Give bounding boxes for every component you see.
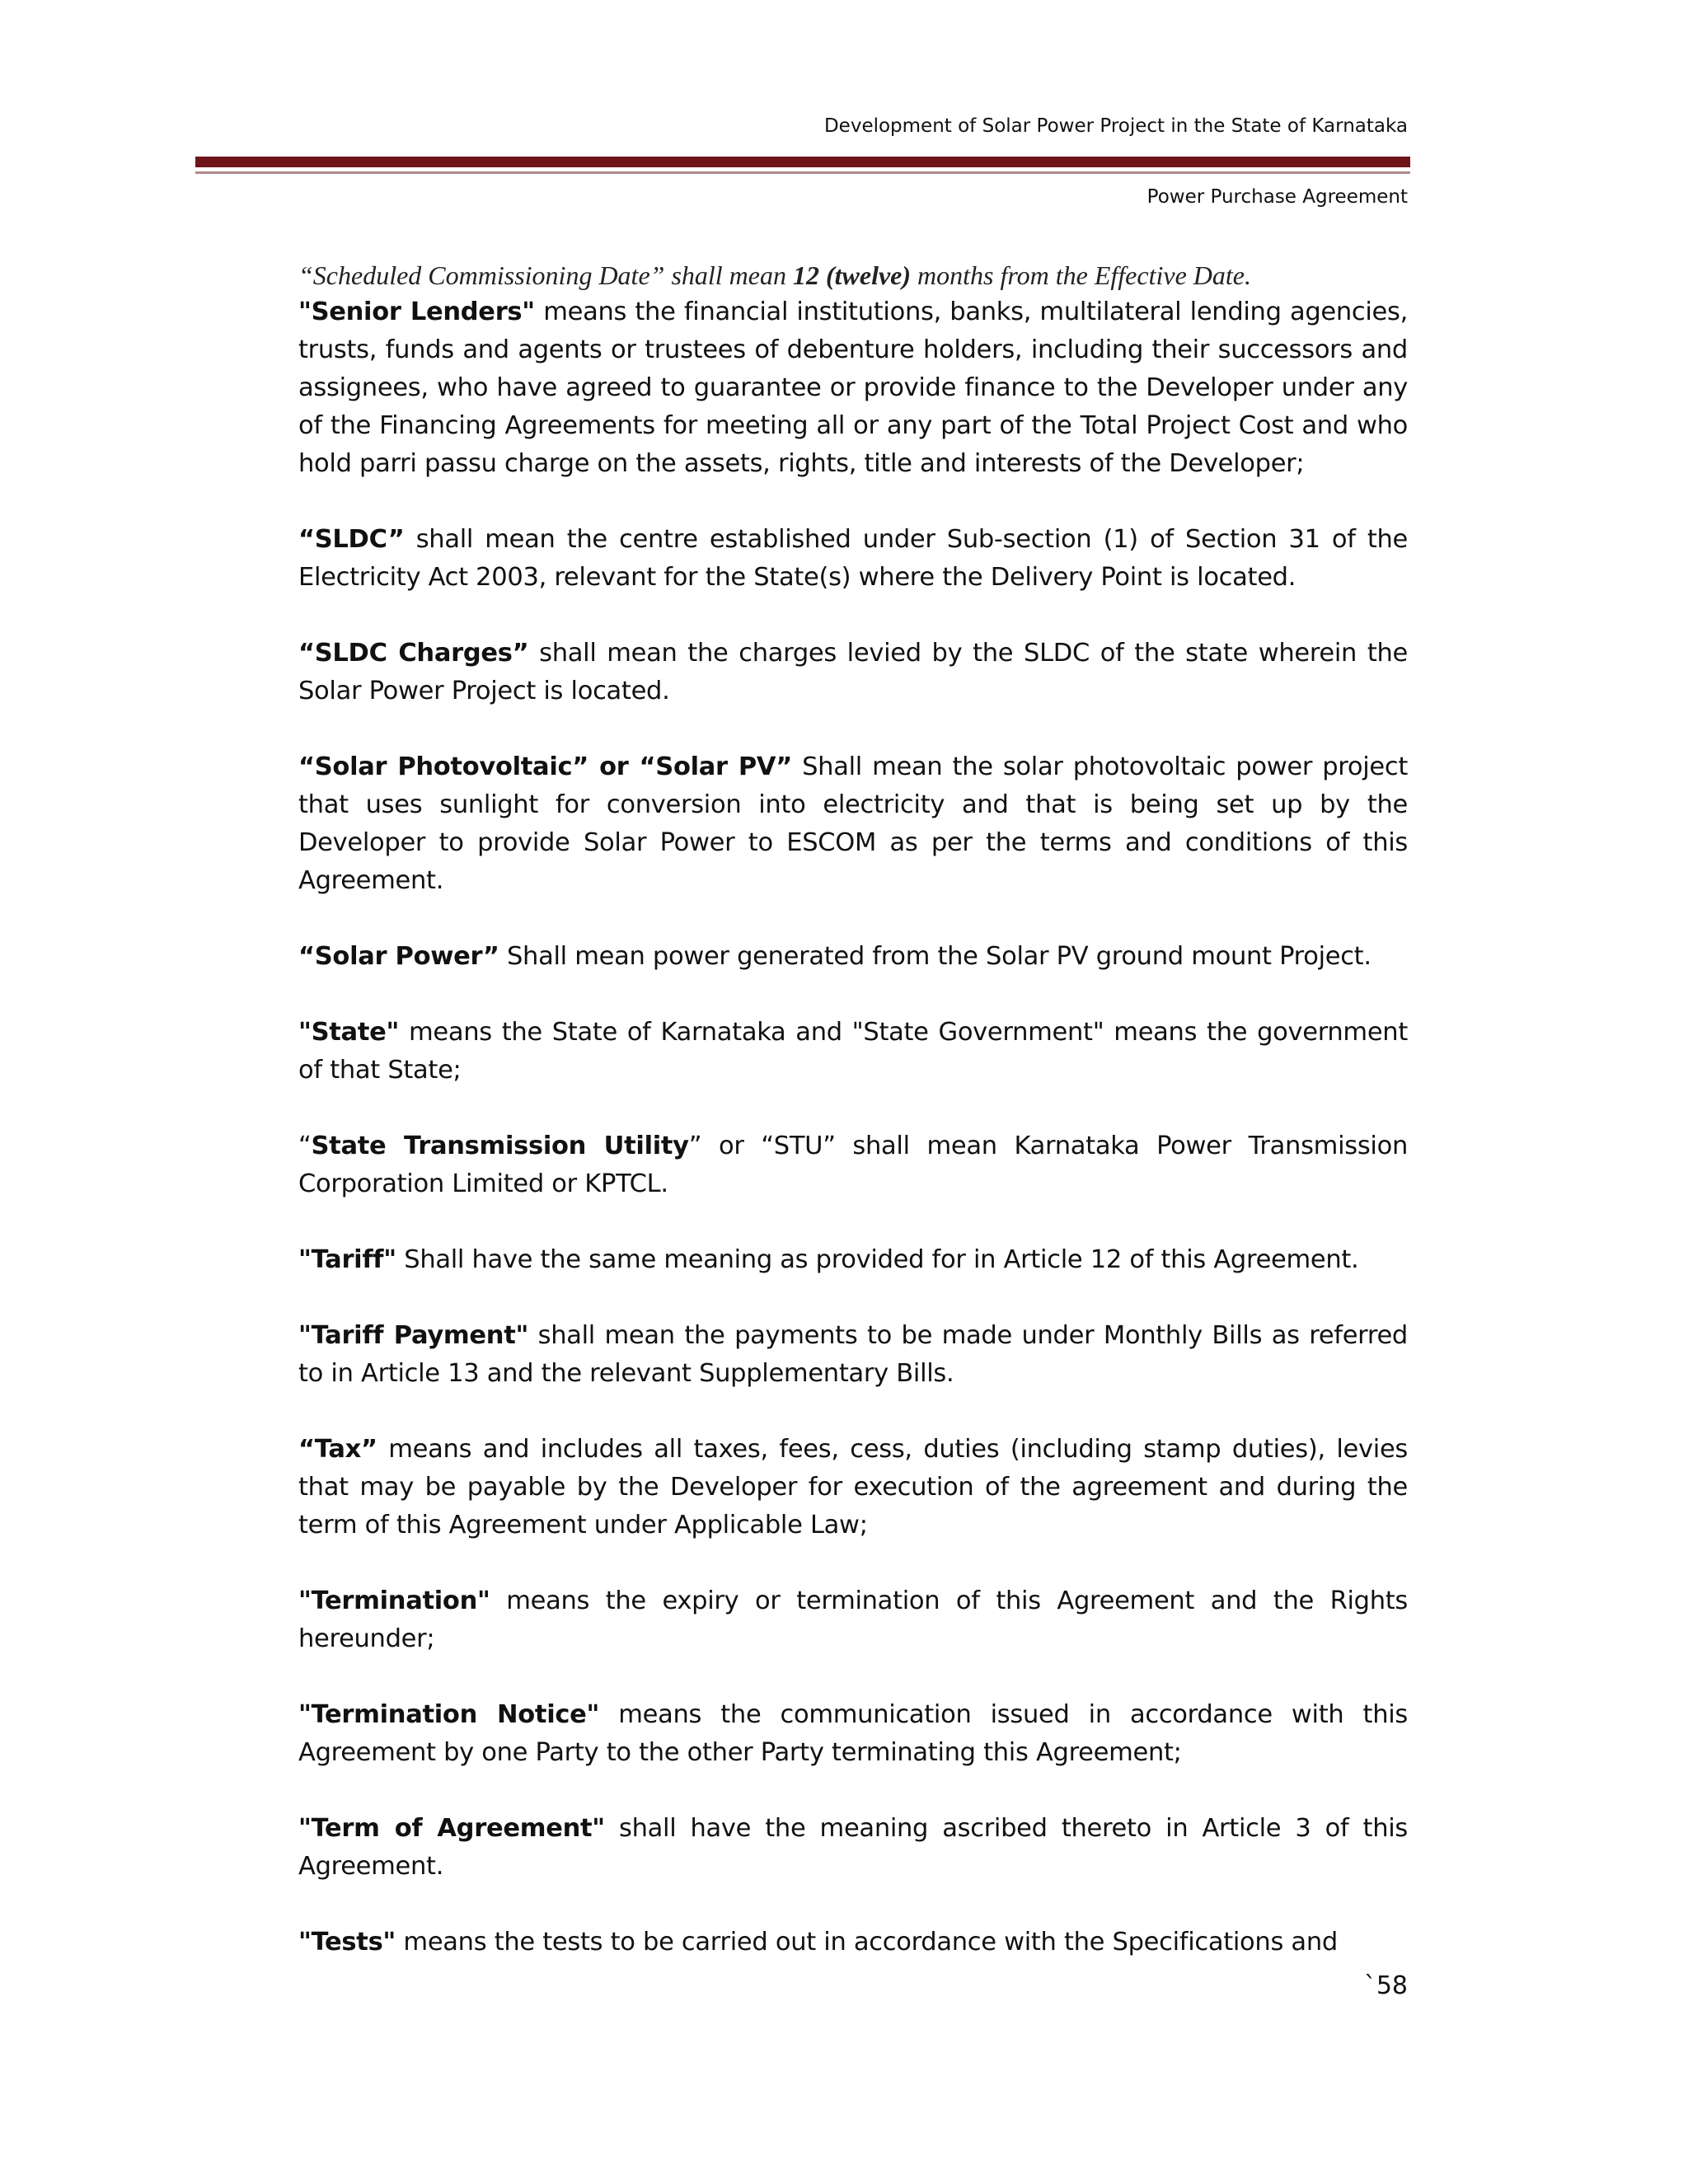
- definition-term: “SLDC”: [298, 525, 405, 554]
- definition-state: [298, 1014, 1408, 1090]
- header-rule-thin: [195, 171, 1410, 174]
- definition-termination: [298, 1582, 1408, 1658]
- definition-term: "Tests": [298, 1928, 396, 1957]
- definition-sldc-charges: [298, 635, 1408, 710]
- document-body: [298, 257, 1408, 1999]
- definition-tax: [298, 1431, 1408, 1544]
- header-rule-thick: [195, 157, 1410, 167]
- scheduled-commissioning-definition: [298, 257, 1408, 293]
- definition-term: "State": [298, 1018, 400, 1047]
- definition-term: "Termination Notice": [298, 1700, 600, 1729]
- definition-senior-lenders: [298, 293, 1408, 483]
- definition-text: shall have the meaning ascribed thereto in Article 3 of this Agreement.: [298, 1814, 1408, 1881]
- definition-text: means the State of Karnataka and "State Government" means the government of that State;: [298, 1018, 1408, 1085]
- definition-text: Shall mean power generated from the Solar PV ground mount Project.: [499, 942, 1372, 971]
- definition-stu: [298, 1127, 1408, 1203]
- definition-text: means and includes all taxes, fees, cess, duties (including stamp duties), levies that may be payable by the Developer for execution of the agreement and during the term of this Agreement under Applicable Law;: [298, 1435, 1408, 1540]
- document-header-title: Development of Solar Power Project in the State of Karnataka: [823, 115, 1408, 137]
- definition-text: shall mean the centre established under Sub-section (1) of Section 31 of the Electricity Act 2003, relevant for the State(s) where the Delivery Point is located.: [298, 525, 1408, 592]
- definition-solar-pv: [298, 748, 1408, 900]
- definition-text: months from the Effective Date.: [911, 260, 1251, 290]
- definition-term: "Senior Lenders": [298, 298, 535, 326]
- definition-term-of-agreement: [298, 1810, 1408, 1886]
- definition-term: "Termination": [298, 1586, 490, 1615]
- definition-text: means the expiry or termination of this Agreement and the Rights hereunder;: [298, 1586, 1408, 1653]
- definition-text: Shall mean the solar photovoltaic power project that uses sunlight for conversion into electricity and that is being set up by the Developer to provide Solar Power to ESCOM as per the terms and conditions of this Agreement.: [298, 752, 1408, 895]
- definition-text: means the communication issued in accordance with this Agreement by one Party to the other Party terminating this Agreement;: [298, 1700, 1408, 1767]
- definition-prefix: “: [298, 1132, 312, 1160]
- definition-text: Shall have the same meaning as provided for in Article 12 of this Agreement.: [396, 1245, 1359, 1274]
- document-header-subtitle: Power Purchase Agreement: [1146, 186, 1408, 208]
- definition-sldc: [298, 521, 1408, 597]
- definition-tests: [298, 1924, 1408, 1961]
- definition-term: "Tariff": [298, 1245, 396, 1274]
- definition-term: “Solar Power”: [298, 942, 499, 971]
- definition-text: ” or “STU” shall mean Karnataka Power Transmission Corporation Limited or KPTCL.: [298, 1132, 1408, 1198]
- definition-text: “Scheduled Commissioning Date” shall mean: [298, 260, 793, 290]
- definition-tariff: [298, 1241, 1408, 1279]
- definition-bold-value: 12 (twelve): [792, 260, 912, 290]
- definition-tariff-payment: [298, 1317, 1408, 1393]
- definition-solar-power: [298, 938, 1408, 976]
- page-number: `58: [1363, 1971, 1408, 2000]
- definition-term: "Term of Agreement": [298, 1814, 605, 1843]
- definition-term: “SLDC Charges”: [298, 639, 529, 668]
- definition-term: State Transmission Utility: [311, 1132, 689, 1160]
- definition-termination-notice: [298, 1696, 1408, 1772]
- definition-term: “Solar Photovoltaic” or “Solar PV”: [298, 752, 792, 781]
- definition-text: means the financial institutions, banks, multilateral lending agencies, trusts, funds and agents or trustees of debenture holders, including their successors and assignees, who have agreed to guarantee or provide finance to the Developer under any of the Financing Agreements for meeting all or any part of the Total Project Cost and who hold parri passu charge on the assets, rights, title and interests of the Developer;: [298, 298, 1408, 478]
- definition-text: means the tests to be carried out in accordance with the Specifications and: [396, 1928, 1338, 1957]
- definition-term: "Tariff Payment": [298, 1321, 529, 1350]
- definition-text: shall mean the charges levied by the SLDC of the state wherein the Solar Power Project is located.: [298, 639, 1408, 705]
- definition-term: “Tax”: [298, 1435, 377, 1464]
- definition-text: shall mean the payments to be made under Monthly Bills as referred to in Article 13 and the relevant Supplementary Bills.: [298, 1321, 1408, 1388]
